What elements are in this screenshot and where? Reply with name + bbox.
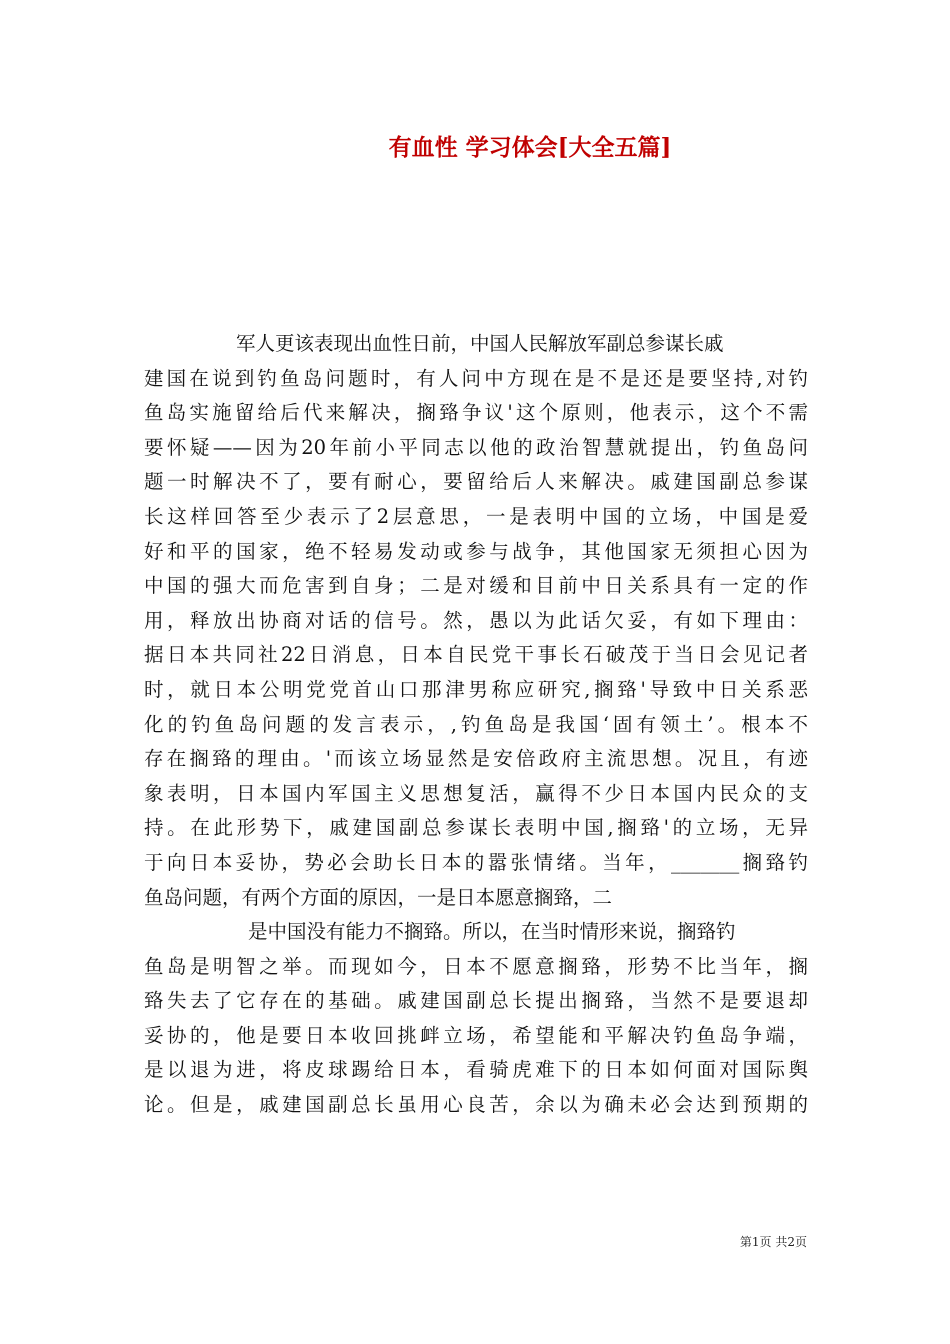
paragraph-line: 象表明，日本国内军国主义思想复活，赢得不少日本国内民众的支 (144, 781, 808, 805)
paragraph-line: 时，就日本公明党党首山口那津男称应研究,搁臵'导致中日关系恶 (144, 677, 808, 701)
paragraph-line: 鱼岛是明智之举。而现如今，日本不愿意搁臵，形势不比当年，搁 (144, 954, 808, 978)
paragraph-line: 持。在此形势下，戚建国副总参谋长表明中国,搁臵'的立场，无异 (144, 816, 808, 840)
paragraph-line: 存在搁臵的理由。'而该立场显然是安倍政府主流思想。况且，有迹 (144, 747, 808, 771)
paragraph-line: 据日本共同社22日消息，日本自民党干事长石破茂于当日会见记者 (144, 643, 808, 667)
paragraph-line: 妥协的，他是要日本收回挑衅立场，希望能和平解决钓鱼岛争端， (144, 1023, 808, 1047)
paragraph-line: 臵失去了它存在的基础。戚建国副总长提出搁臵，当然不是要退却 (144, 989, 808, 1013)
paragraph-line: 化的钓鱼岛问题的发言表示，,钓鱼岛是我国‘固有领土’。根本不 (144, 712, 808, 736)
page-title: 有血性 学习体会[大全五篇] (388, 134, 672, 161)
paragraph-line: 建国在说到钓鱼岛问题时，有人问中方现在是不是还是要坚持,对钓 (144, 366, 808, 390)
paragraph-line: 鱼岛实施留给后代来解决，搁臵争议'这个原则，他表示，这个不需 (144, 401, 808, 425)
paragraph-line: 论。但是，戚建国副总长虽用心良苦，余以为确未必会达到预期的 (144, 1093, 808, 1117)
paragraph-line: 是中国没有能力不搁臵。所以，在当时情形来说，搁臵钓 (248, 920, 736, 944)
paragraph-line: 是以退为进，将皮球踢给日本，看骑虎难下的日本如何面对国际舆 (144, 1058, 808, 1082)
paragraph-line: 军人更该表现出血性日前，中国人民解放军副总参谋长戚 (236, 332, 724, 355)
paragraph-line: 中国的强大而危害到自身；二是对缓和目前中日关系具有一定的作 (144, 574, 808, 598)
paragraph-line: 用，释放出协商对话的信号。然，愚以为此话欠妥，有如下理由： (144, 608, 808, 632)
paragraph-line: 好和平的国家，绝不轻易发动或参与战争，其他国家无须担心因为 (144, 539, 808, 563)
page-number-footer: 第1页 共2页 (739, 1235, 807, 1249)
document-body (144, 327, 808, 1123)
paragraph-line: 长这样回答至少表示了2层意思，一是表明中国的立场，中国是爱 (144, 504, 808, 528)
paragraph-line: 题一时解决不了，要有耐心，要留给后人来解决。戚建国副总参谋 (144, 470, 808, 494)
paragraph-line: 于向日本妥协，势必会助长日本的嚣张情绪。当年，_______搁臵钓 (144, 850, 808, 874)
paragraph-line: 鱼岛问题，有两个方面的原因，一是日本愿意搁臵，二 (144, 885, 613, 909)
paragraph-line: 要怀疑——因为20年前小平同志以他的政治智慧就提出，钓鱼岛问 (144, 435, 808, 459)
